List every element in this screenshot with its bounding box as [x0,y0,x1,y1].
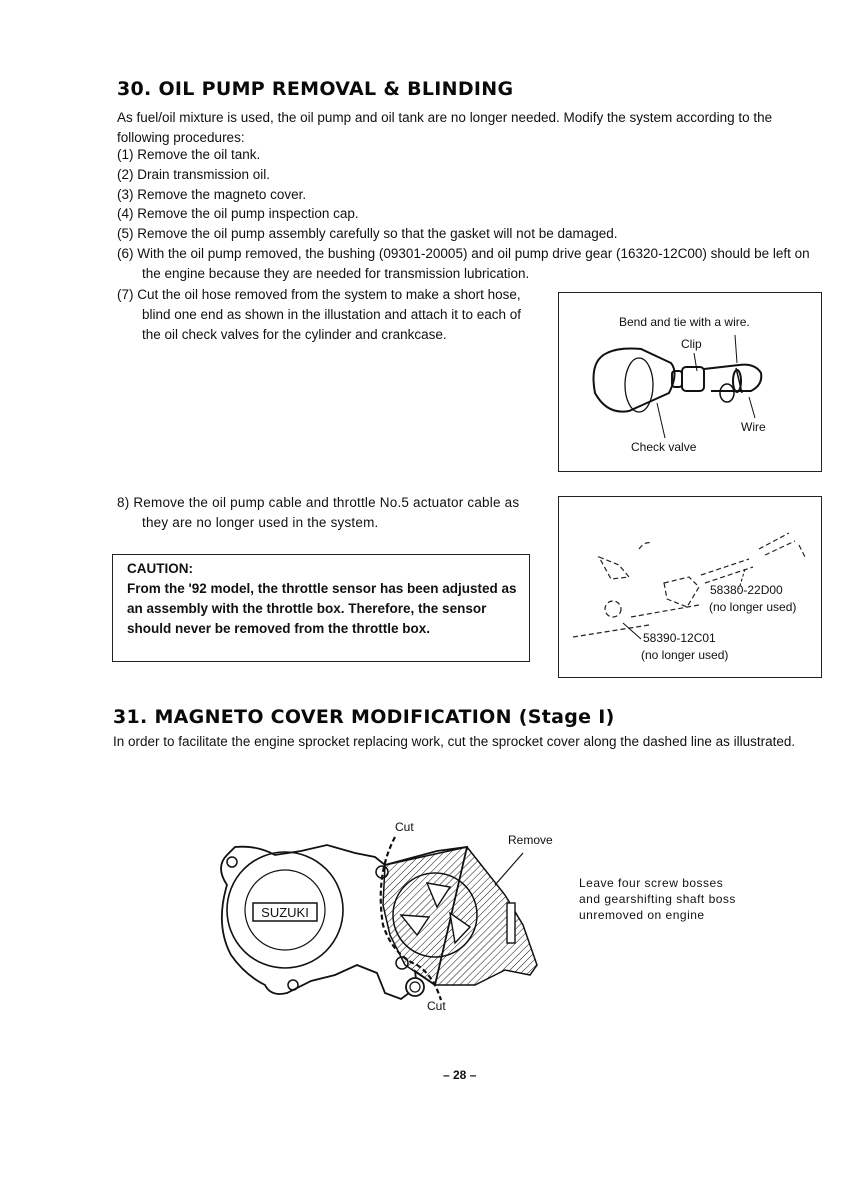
section-30-intro: As fuel/oil mixture is used, the oil pump and oil tank are no longer needed. Modify the system according to the following procedures: [117,110,773,145]
step-2: (2) Drain transmission oil. [117,166,271,182]
label-remove: Remove [508,833,553,847]
label-cut-top: Cut [395,820,414,834]
part1-note: (no longer used) [709,600,797,614]
label-bend-tie: Bend and tie with a wire. [619,315,750,329]
caution-title: CAUTION: [127,561,193,576]
step-4: (4) Remove the oil pump inspection cap. [117,206,359,222]
section-30-title: 30. OIL PUMP REMOVAL & BLINDING [117,78,514,100]
part2-note: (no longer used) [641,648,729,662]
label-clip: Clip [681,337,702,351]
caution-text: From the '92 model, the throttle sensor has been adjusted as an assembly with the throttle box. Therefore, the sensor should never be removed from the throttle box. [127,581,517,636]
page-number: – 28 – [443,1068,477,1082]
steps-list-cont [117,285,537,344]
step-7: (7) Cut the oil hose removed from the system to make a short hose, blind one end as shown in the illustation and attach it to each of the oil check valves for the cylinder and crankcase. [117,287,522,342]
step-1: (1) Remove the oil tank. [117,147,261,162]
label-wire: Wire [741,420,766,434]
section-31-intro: In order to facilitate the engine sprocket replacing work, cut the sprocket cover along the dashed line as illustrated. [113,734,796,749]
part1-number: 58380-22D00 [710,583,783,597]
section-31-title: 31. MAGNETO COVER MODIFICATION (Stage I) [113,706,615,728]
step-5: (5) Remove the oil pump assembly carefully so that the gasket will not be damaged. [117,226,618,242]
steps-list [117,145,827,284]
step-3: (3) Remove the magneto cover. [117,186,307,202]
caution-box [112,554,530,662]
part2-number: 58390-12C01 [643,631,716,645]
step-6: (6) With the oil pump removed, the bushing (09301-20005) and oil pump drive gear (16320-12C00) should be left on the engine because they are needed for transmission lubrication. [117,245,810,281]
steps-list-step8 [117,493,537,533]
label-cut-bottom: Cut [427,999,446,1013]
step-8: 8) Remove the oil pump cable and throttle No.5 actuator cable as they are no longer used in the system. [117,495,520,530]
figure-note: Leave four screw bosses and gearshifting shaft boss unremoved on engine [579,876,736,922]
figure-check-valve [558,292,822,472]
figure-throttle-cables [558,496,822,678]
check-valve-illustration [559,293,823,473]
label-check-valve: Check valve [631,440,697,454]
suzuki-logo: SUZUKI [261,905,309,920]
figure-magneto-cover [205,815,565,1015]
